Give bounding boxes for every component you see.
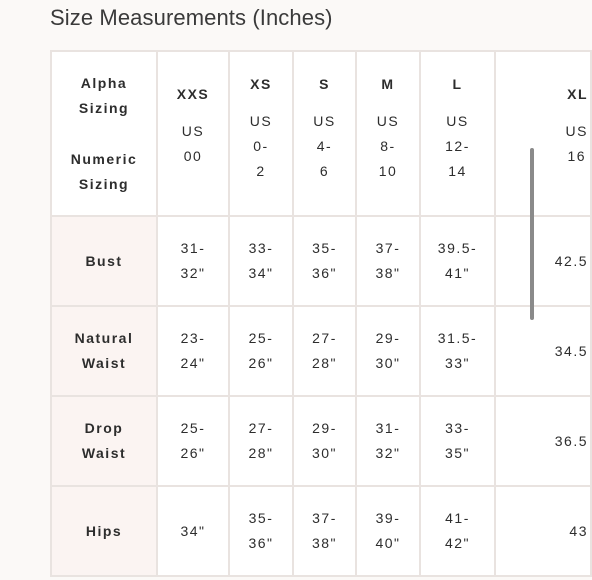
cell-value: 33- 34"	[248, 240, 274, 281]
table-cell	[293, 216, 356, 306]
table-row	[51, 216, 591, 306]
numeric-size-label: US 16	[565, 122, 588, 164]
cell-value: 29- 30"	[375, 330, 401, 371]
numeric-size-label: US 0- 2	[249, 112, 273, 179]
table-cell	[157, 396, 229, 486]
table-cell	[293, 396, 356, 486]
numeric-size-label: US 00	[181, 122, 205, 164]
table-cell	[495, 486, 591, 576]
size-header-xxs	[157, 51, 229, 216]
cell-value: 25- 26"	[180, 420, 206, 461]
table-cell	[229, 216, 293, 306]
table-cell	[229, 396, 293, 486]
cell-value: 31- 32"	[375, 420, 401, 461]
size-measurements-table	[50, 50, 592, 577]
table-cell	[420, 306, 495, 396]
cell-value: 23- 24"	[180, 330, 206, 371]
row-label: Bust	[85, 252, 123, 269]
table-cell	[356, 216, 420, 306]
alpha-sizing-label: Alpha Sizing	[78, 74, 130, 116]
table-cell	[495, 216, 591, 306]
table-header-row	[51, 51, 591, 216]
alpha-size-label: XXS	[176, 85, 210, 102]
table-cell	[420, 216, 495, 306]
table-cell	[157, 306, 229, 396]
row-label-hips	[51, 486, 157, 576]
cell-value: 31.5- 33"	[437, 330, 478, 371]
row-label-bust	[51, 216, 157, 306]
table-row	[51, 396, 591, 486]
cell-value: 42.5	[554, 252, 588, 269]
cell-value: 41- 42"	[444, 510, 471, 551]
row-label: Drop Waist	[81, 420, 127, 461]
cell-value: 27- 28"	[248, 420, 274, 461]
cell-value: 39- 40"	[375, 510, 401, 551]
table-cell	[356, 306, 420, 396]
page-title: Size Measurements (Inches)	[50, 5, 333, 30]
table-cell	[420, 396, 495, 486]
cell-value: 35- 36"	[311, 240, 338, 281]
numeric-size-label: US 4- 6	[313, 112, 336, 179]
cell-value: 27- 28"	[311, 330, 338, 371]
cell-value: 29- 30"	[311, 420, 338, 461]
size-header-xs	[229, 51, 293, 216]
table-cell	[229, 486, 293, 576]
size-table-scroll-area[interactable]	[50, 50, 588, 580]
alpha-size-label: M	[381, 75, 395, 92]
table-cell	[229, 306, 293, 396]
row-label: Natural Waist	[74, 330, 134, 371]
numeric-sizing-label: Numeric Sizing	[70, 150, 138, 192]
cell-value: 39.5- 41"	[437, 240, 478, 281]
row-label-drop-waist	[51, 396, 157, 486]
cell-value: 25- 26"	[248, 330, 274, 371]
cell-value: 31- 32"	[180, 240, 206, 281]
table-cell	[293, 486, 356, 576]
cell-value: 33- 35"	[444, 420, 471, 461]
cell-value: 34.5	[554, 342, 588, 359]
alpha-size-label: XL	[567, 85, 588, 102]
numeric-size-label: US 8- 10	[376, 112, 400, 179]
alpha-size-label: XS	[250, 75, 272, 92]
row-label-natural-waist	[51, 306, 157, 396]
table-cell	[157, 486, 229, 576]
table-cell	[495, 396, 591, 486]
table-row	[51, 486, 591, 576]
table-corner-header	[51, 51, 157, 216]
alpha-size-label: S	[319, 75, 330, 92]
cell-value: 34"	[180, 522, 206, 539]
cell-value: 35- 36"	[248, 510, 274, 551]
row-label: Hips	[85, 522, 123, 539]
size-header-s	[293, 51, 356, 216]
numeric-size-label: US 12- 14	[445, 112, 470, 179]
table-cell	[495, 306, 591, 396]
cell-value: 37- 38"	[311, 510, 338, 551]
size-header-m	[356, 51, 420, 216]
cell-value: 43	[569, 522, 588, 539]
horizontal-scrollbar-thumb[interactable]	[530, 148, 534, 320]
table-cell	[157, 216, 229, 306]
cell-value: 36.5	[554, 432, 588, 449]
table-cell	[420, 486, 495, 576]
table-cell	[356, 396, 420, 486]
table-cell	[293, 306, 356, 396]
cell-value: 37- 38"	[375, 240, 401, 281]
alpha-size-label: L	[452, 75, 463, 92]
size-header-xl	[495, 51, 591, 216]
table-row	[51, 306, 591, 396]
size-header-l	[420, 51, 495, 216]
table-cell	[356, 486, 420, 576]
